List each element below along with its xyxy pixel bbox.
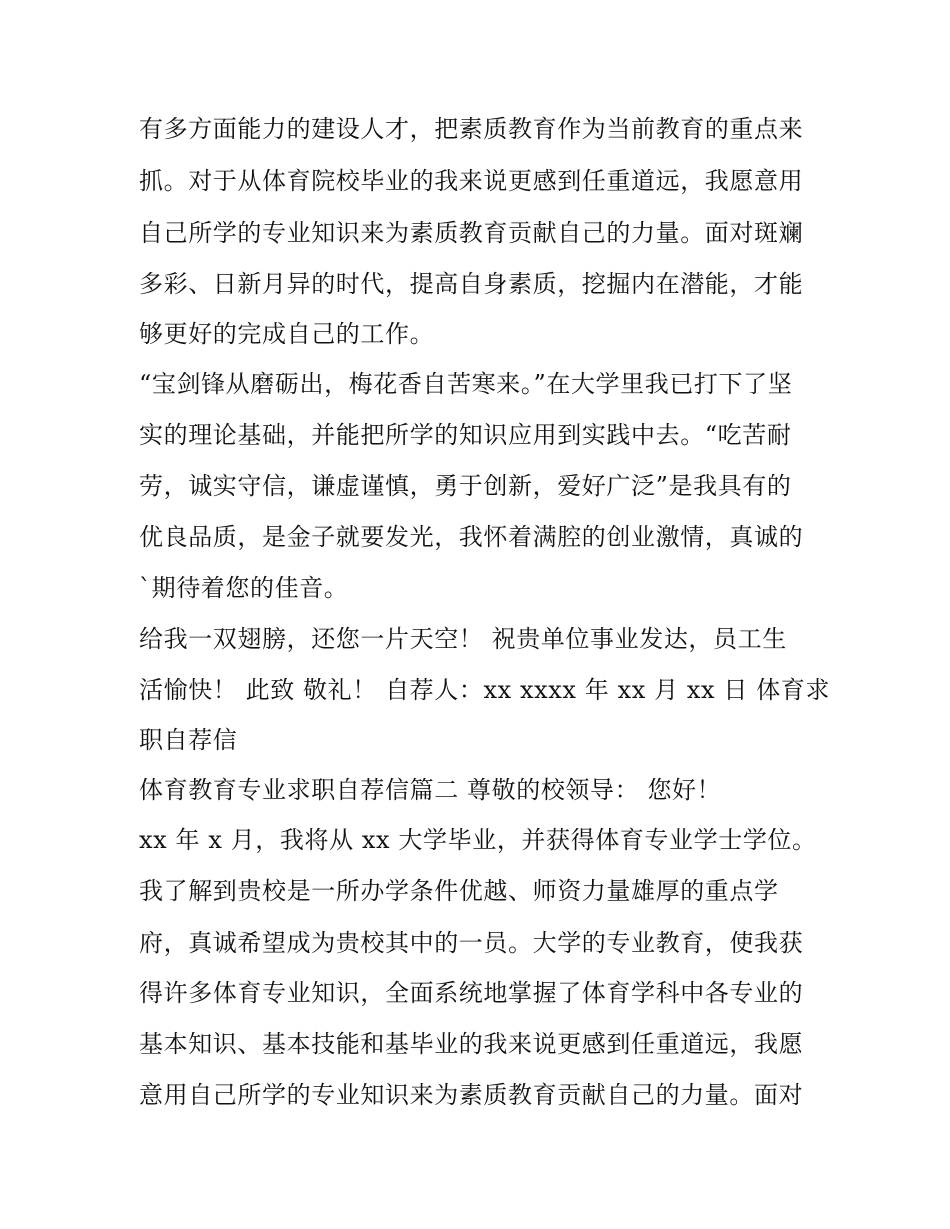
text-line: xx 年 x 月，我将从 xx 大学毕业，并获得体育专业学士学位。 xyxy=(139,826,817,854)
text-line: 基本知识、基本技能和基毕业的我来说更感到任重道远，我愿 xyxy=(139,1030,804,1058)
text-line: 有多方面能力的建设人才，把素质教育作为当前教育的重点来 xyxy=(139,115,804,143)
text-line: 实的理论基础，并能把所学的知识应用到实践中去。“吃苦耐 xyxy=(139,421,792,449)
text-line: 多彩、日新月异的时代，提高自身素质，挖掘内在潜能，才能 xyxy=(139,270,804,298)
text-line: 体育教育专业求职自荐信篇二 尊敬的校领导： 您好！ xyxy=(139,776,722,804)
text-line: 得许多体育专业知识，全面系统地掌握了体育学科中各专业的 xyxy=(139,979,804,1007)
text-line: 府，真诚希望成为贵校其中的一员。大学的专业教育，使我获 xyxy=(139,929,804,957)
text-line: 自己所学的专业知识来为素质教育贡献自己的力量。面对斑斓 xyxy=(139,219,804,247)
text-line: 够更好的完成自己的工作。 xyxy=(139,320,435,348)
text-line: 我了解到贵校是一所办学条件优越、师资力量雄厚的重点学 xyxy=(139,877,779,905)
text-line: 优良品质，是金子就要发光，我怀着满腔的创业激情，真诚的 xyxy=(139,523,804,551)
text-line: 抓。对于从体育院校毕业的我来说更感到任重道远，我愿意用 xyxy=(139,167,804,195)
text-line: 活愉快！ 此致 敬礼！ 自荐人：xx xxxx 年 xx 月 xx 日 体育求 xyxy=(139,676,831,704)
text-line: “宝剑锋从磨砺出，梅花香自苦寒来。”在大学里我已打下了坚 xyxy=(139,370,793,398)
text-line: 职自荐信 xyxy=(139,726,238,754)
text-line: 给我一双翅膀，还您一片天空！ 祝贵单位事业发达，员工生 xyxy=(139,625,787,653)
text-line: `期待着您的佳音。 xyxy=(139,574,349,602)
text-line: 意用自己所学的专业知识来为素质教育贡献自己的力量。面对 xyxy=(139,1081,804,1109)
text-line: 劳，诚实守信，谦虚谨慎，勇于创新，爱好广泛”是我具有的 xyxy=(139,472,792,500)
